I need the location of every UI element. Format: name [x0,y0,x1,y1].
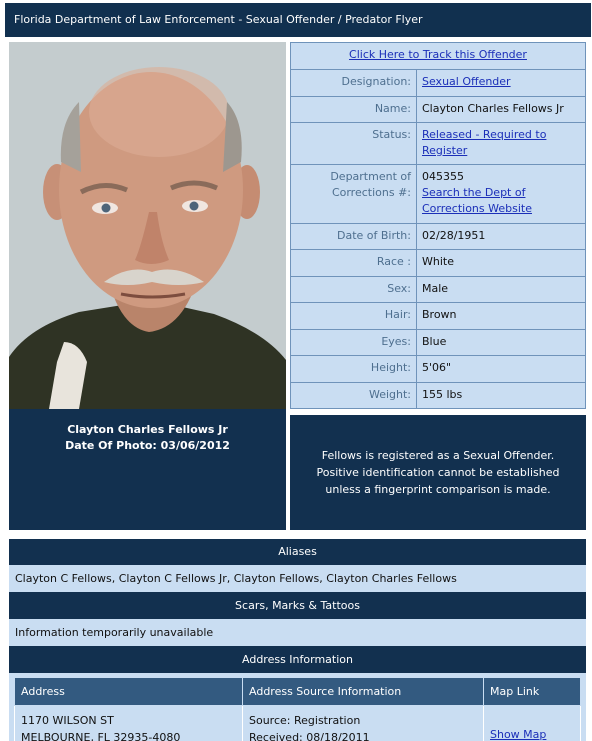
offender-photo-image [9,42,286,409]
address-heading: Address Information [9,647,586,674]
doc-number-label: Department of Corrections #: [291,165,417,224]
address-source: Source: Registration [249,714,361,727]
page-header [5,3,591,37]
map-link-cell [484,706,581,741]
address-city: MELBOURNE, FL 32935-4080 [21,731,181,741]
status-link[interactable]: Released - Required to Register [422,128,547,157]
weight-label: Weight: [291,383,417,409]
scars-heading: Scars, Marks & Tattoos [9,593,586,620]
sex-label: Sex: [291,277,417,303]
hair-value: Brown [417,303,586,330]
designation-value-cell [417,70,586,97]
track-cell [291,43,586,70]
show-map-link[interactable]: Show Map [490,728,547,741]
eyes-value: Blue [417,330,586,356]
doc-search-link[interactable]: Search the Dept of Corrections Website [422,186,532,215]
eyes-label: Eyes: [291,330,417,356]
address-source-column-header: Address Source Information [243,678,484,706]
notice-line-2: Positive identification cannot be established unless a fingerprint comparison is made. [316,466,560,496]
doc-number-value: 045355 [422,170,464,183]
weight-value: 155 lbs [417,383,586,409]
address-street: 1170 WILSON ST [21,714,114,727]
notice-line-1: Fellows is registered as a Sexual Offender. [321,449,555,462]
race-value: White [417,250,586,277]
dob-label: Date of Birth: [291,224,417,250]
address-source-cell [243,706,484,741]
dob-value: 02/28/1951 [417,224,586,250]
map-link-column-header: Map Link [484,678,581,706]
name-label: Name: [291,97,417,123]
offender-photo [9,42,286,409]
status-label: Status: [291,123,417,165]
address-received: Received: 08/18/2011 [249,731,370,741]
designation-link[interactable]: Sexual Offender [422,75,511,88]
photo-caption-date: Date Of Photo: 03/06/2012 [65,439,230,452]
height-value: 5'06" [417,356,586,383]
status-value-cell [417,123,586,165]
name-value: Clayton Charles Fellows Jr [417,97,586,123]
race-label: Race : [291,250,417,277]
address-table [14,677,581,741]
sex-value: Male [417,277,586,303]
photo-caption [9,409,286,530]
page-title: Florida Department of Law Enforcement - Sexual Offender / Predator Flyer [14,13,423,26]
photo-caption-name: Clayton Charles Fellows Jr [67,423,228,436]
address-cell [15,706,243,741]
scars-text: Information temporarily unavailable [9,620,586,647]
aliases-heading: Aliases [9,539,586,566]
aliases-text: Clayton C Fellows, Clayton C Fellows Jr, Clayton Fellows, Clayton Charles Fellows [9,566,586,593]
address-column-header: Address [15,678,243,706]
hair-label: Hair: [291,303,417,330]
doc-number-cell [417,165,586,224]
identification-notice [290,415,586,530]
designation-label: Designation: [291,70,417,97]
table-row [15,706,581,741]
offender-details-table [290,42,586,409]
height-label: Height: [291,356,417,383]
additional-info-section [9,539,586,741]
track-offender-link[interactable]: Click Here to Track this Offender [349,48,527,61]
